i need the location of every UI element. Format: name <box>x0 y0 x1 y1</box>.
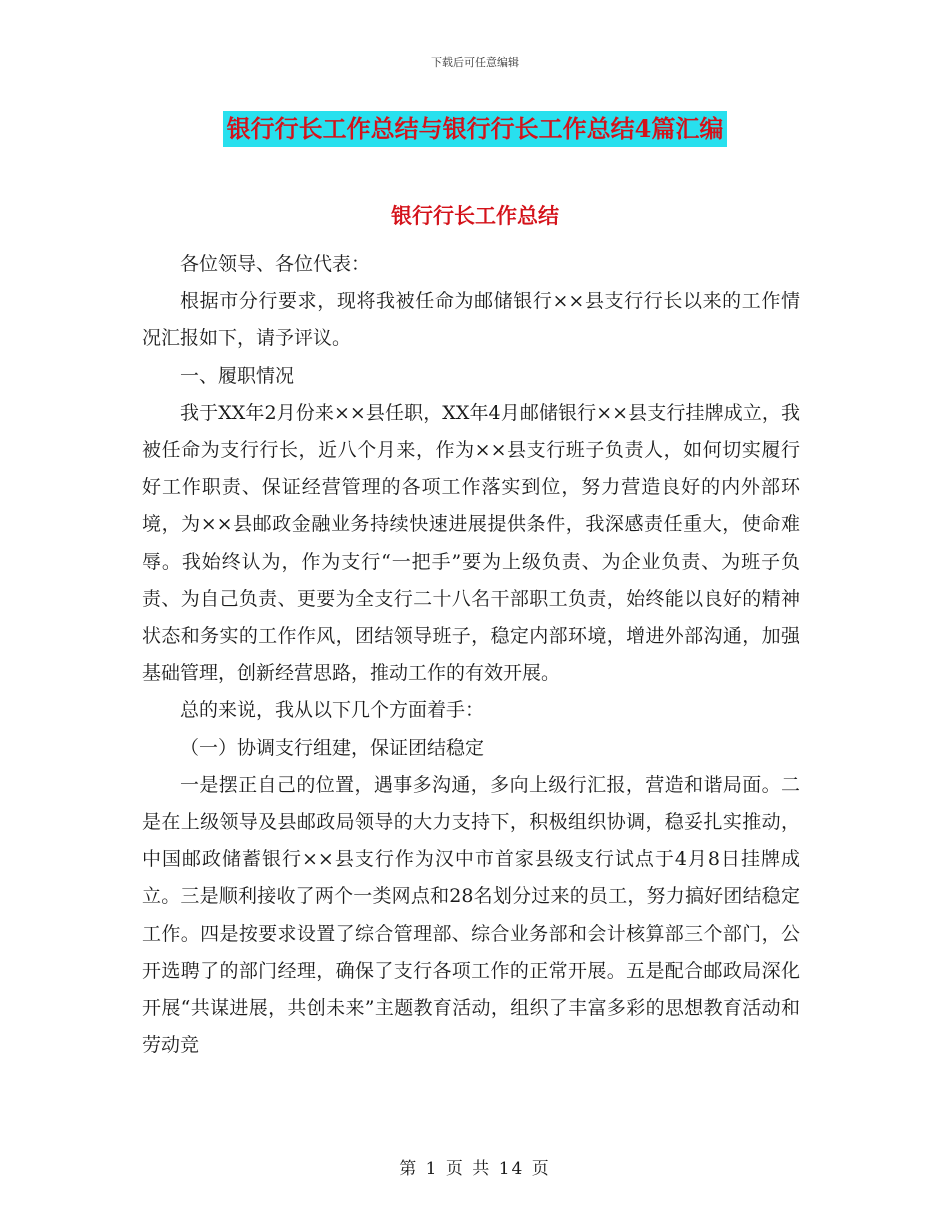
paragraph-summary: 总的来说，我从以下几个方面着手： <box>180 699 485 722</box>
page-header-note: 下载后可任意编辑 <box>431 56 519 69</box>
paragraph-coordination: 一是摆正自己的位置，遇事多沟通，多向上级行汇报，营造和谐局面。二是在上级领导及县邮政局领导的大力支持下，积极组织协调，稳妥扎实推动，中国邮政储蓄银行××县支行作为汉中市首家县级支行试点于4月8日挂牌成立。三是顺利接收了两个一类网点和28名划分过来的员工，努力搞好团结稳定工作。四是按要求设置了综合管理部、综合业务部和会计核算部三个部门，公开选聘了的部门经理，确保了支行各项工作的正常开展。五是配合邮政局深化开展“共谋进展，共创未来”主题教育活动，组织了丰富多彩的思想教育活动和劳动竞 <box>142 773 800 1057</box>
paragraph-intro: 根据市分行要求，现将我被任命为邮储银行××县支行行长以来的工作情况汇报如下，请予评议。 <box>142 290 800 350</box>
paragraph-salutation: 各位领导、各位代表： <box>180 253 371 275</box>
document-body <box>142 246 800 1064</box>
paragraph-subheading-1: （一）协调支行组建，保证团结稳定 <box>180 736 485 759</box>
paragraph-duties: 我于XX年2月份来××县任职，XX年4月邮储银行××县支行挂牌成立，我被任命为支行行长，近八个月来，作为××县支行班子负责人，如何切实履行好工作职责、保证经营管理的各项工作落实到位，努力营造良好的内外部环境，为××县邮政金融业务持续快速进展提供条件，我深感责任重大，使命难辱。我始终认为，作为支行“一把手”要为上级负责、为企业负责、为班子负责、为自己负责、更要为全支行二十八名干部职工负责，始终能以良好的精神状态和务实的工作作风，团结领导班子，稳定内部环境，增进外部沟通，加强基础管理，创新经营思路，推动工作的有效开展。 <box>142 401 800 685</box>
section-title: 银行行长工作总结 <box>391 203 559 228</box>
paragraph-heading-duties: 一、履职情况 <box>180 364 295 387</box>
document-title: 银行行长工作总结与银行行长工作总结4篇汇编 <box>223 111 728 147</box>
page-number-footer: 第 1 页 共 14 页 <box>399 1159 551 1179</box>
